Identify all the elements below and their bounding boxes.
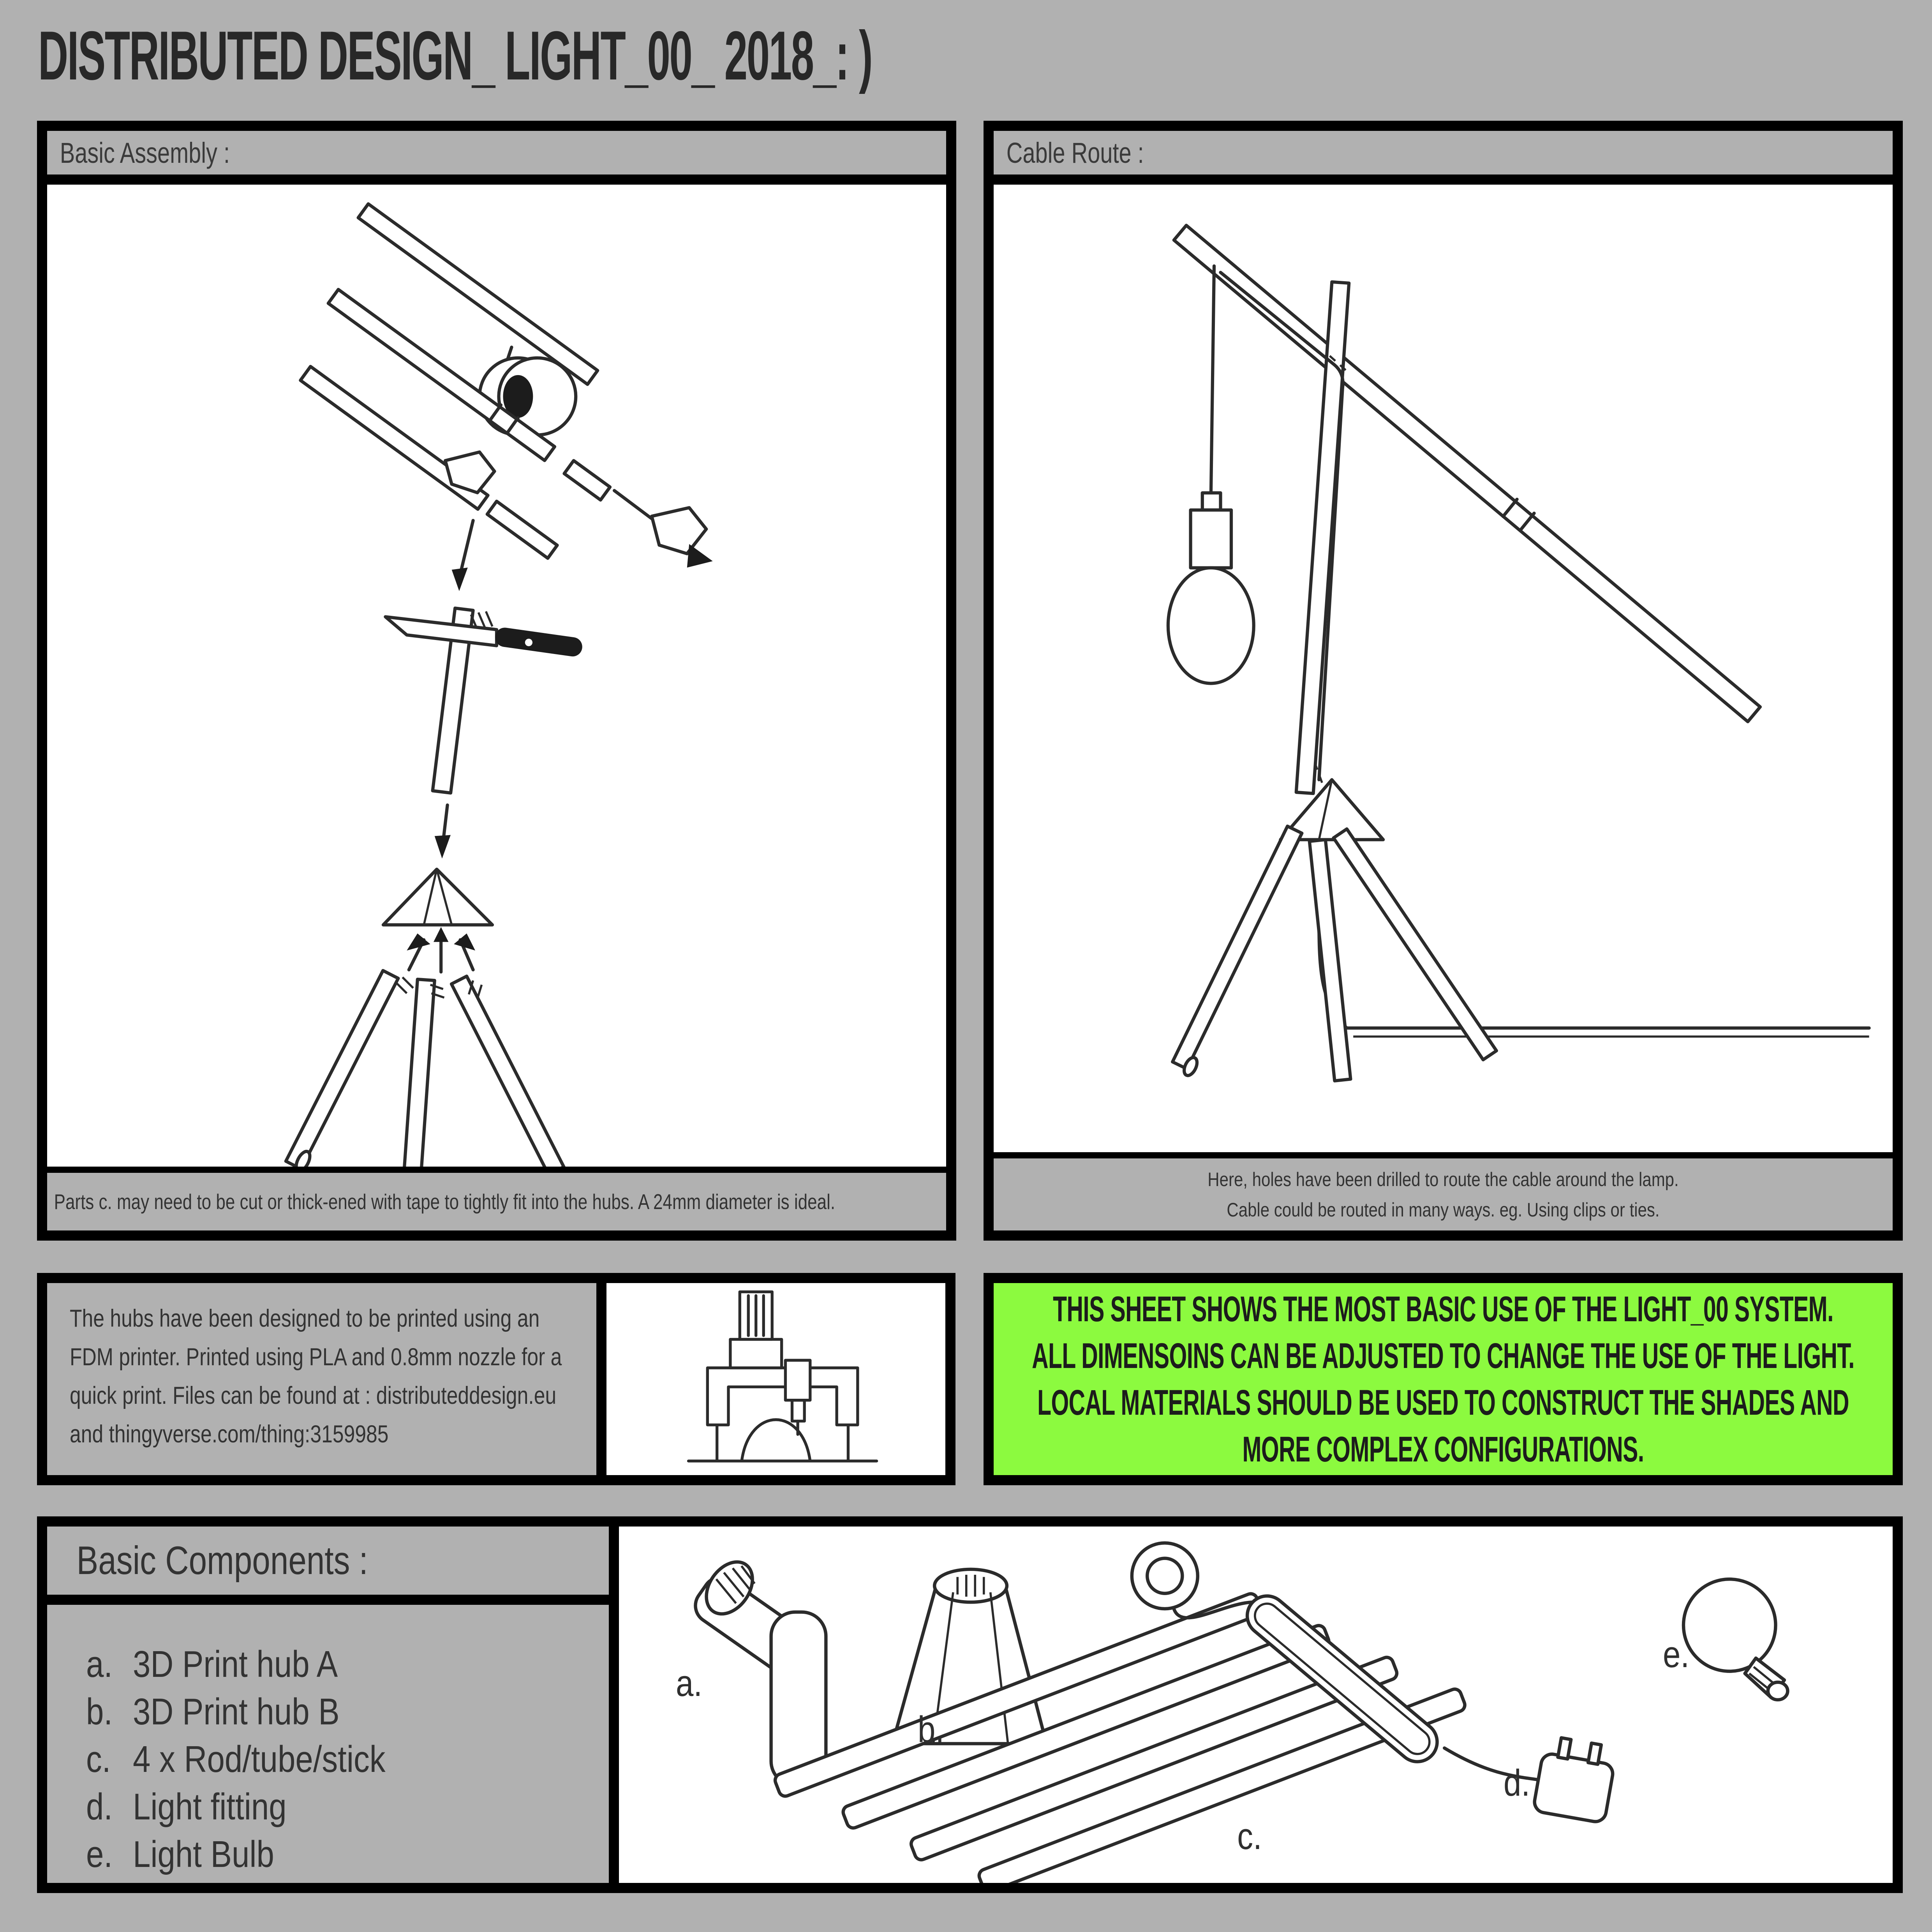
components-list: [47, 1605, 609, 1878]
component-label: 3D Print hub A: [133, 1643, 338, 1685]
component-label: 4 x Rod/tube/stick: [133, 1738, 386, 1780]
cone-hub: [383, 869, 492, 925]
cable-route-caption: [994, 1152, 1893, 1230]
assembly-diagram: [47, 185, 946, 1167]
print-note-box: [37, 1273, 606, 1485]
print-note-text: The hubs have been designed to be printed using an FDM printer. Printed using PLA and 0.8mm nozzle for a quick print. Files can be found at : distributeddesign.eu and thingyverse.com/thing:3159985: [70, 1305, 562, 1448]
illustration-label-d: d.: [1504, 1762, 1530, 1804]
statement-line-1: THIS SHEET SHOWS THE MOST BASIC USE OF THE LIGHT_00 SYSTEM.: [1053, 1289, 1833, 1329]
basic-assembly-header: [47, 131, 946, 185]
list-item: [86, 1831, 609, 1878]
illustration-label-b: b.: [918, 1708, 945, 1750]
rods-drawing: [773, 1592, 1467, 1883]
component-label: Light fitting: [133, 1786, 287, 1828]
component-key: c.: [86, 1738, 111, 1780]
component-key: e.: [86, 1833, 113, 1875]
component-key: a.: [86, 1643, 113, 1685]
basic-assembly-header-label: Basic Assembly :: [60, 136, 230, 169]
list-item: [86, 1783, 609, 1831]
assembly-diagram-area: [47, 185, 946, 1167]
list-item: [86, 1736, 609, 1783]
cable-route-caption-line2: Cable could be routed in many ways. eg. Using clips or ties.: [1227, 1199, 1660, 1221]
illustration-label-a: a.: [675, 1662, 702, 1704]
components-header-label: Basic Components :: [76, 1538, 368, 1583]
statement-line-2: ALL DIMENSOINS CAN BE ADJUSTED TO CHANGE THE USE OF THE LIGHT.: [1032, 1336, 1854, 1376]
cable-route-panel: [984, 121, 1903, 1241]
cable-route-caption-line1: Here, holes have been drilled to route the cable around the lamp.: [1208, 1168, 1679, 1190]
bulb-drawing: [1683, 1579, 1787, 1700]
tripod-legs: [286, 971, 564, 1167]
component-key: b.: [86, 1691, 113, 1733]
statement-line-4: MORE COMPLEX CONFIGURATIONS.: [1242, 1429, 1644, 1469]
illustration-label-e: e.: [1663, 1634, 1690, 1676]
illustration-label-c: c.: [1237, 1816, 1262, 1858]
cable-route-header-label: Cable Route :: [1006, 136, 1144, 169]
components-header: [47, 1527, 609, 1605]
cable-route-diagram-area: [994, 185, 1893, 1152]
components-panel: [37, 1516, 619, 1893]
hub-a-drawing: [689, 1553, 826, 1786]
printer-icon-box: [596, 1273, 955, 1485]
components-illustration-panel: [609, 1516, 1903, 1893]
cable-route-diagram: [994, 185, 1893, 1152]
basic-assembly-caption: [47, 1167, 946, 1230]
list-item: [86, 1688, 609, 1736]
fdm-printer-icon: [612, 1284, 940, 1474]
hanging-bulb: [1168, 266, 1254, 684]
page-title: DISTRIBUTED DESIGN_ LIGHT_00_ 2018_: ): [38, 17, 872, 94]
component-label: Light Bulb: [133, 1833, 274, 1875]
statement-line-3: LOCAL MATERIALS SHOULD BE USED TO CONSTRUCT THE SHADES AND: [1037, 1382, 1849, 1423]
assembly-arrows: [407, 927, 475, 972]
component-label: 3D Print hub B: [133, 1691, 340, 1733]
basic-assembly-panel: [37, 121, 956, 1241]
cable-route-header: [994, 131, 1893, 185]
list-item: [86, 1641, 609, 1688]
statement-box: [984, 1273, 1903, 1485]
component-key: d.: [86, 1786, 113, 1828]
basic-assembly-caption-text: Parts c. may need to be cut or thick-ened with tape to tightly fit into the hubs. A 24mm diameter is ideal.: [54, 1190, 836, 1214]
lamp-arm: [1174, 225, 1760, 721]
vertical-rod-knife: [385, 608, 583, 858]
